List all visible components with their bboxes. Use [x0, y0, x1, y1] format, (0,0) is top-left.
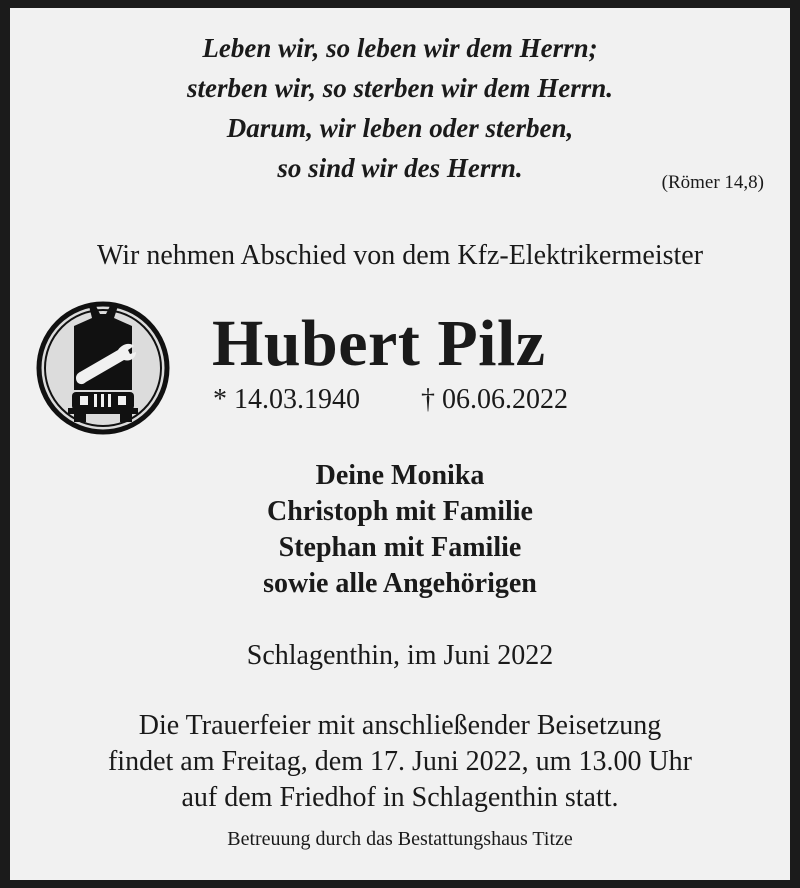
mourner-line: Christoph mit Familie: [267, 496, 533, 527]
mourners-list: [0, 458, 800, 602]
deceased-name: Hubert Pilz: [212, 307, 546, 380]
bible-verse: [0, 28, 800, 188]
verse-line: so sind wir des Herrn.: [277, 153, 523, 183]
mourner-line: sowie alle Angehörigen: [263, 568, 537, 599]
mourner-line: Stephan mit Familie: [278, 532, 522, 563]
verse-line: sterben wir, so sterben wir dem Herrn.: [186, 73, 614, 103]
funeral-line: findet am Freitag, dem 17. Juni 2022, um 13.00 Uhr: [107, 746, 693, 777]
funeral-line: Die Trauerfeier mit anschließender Beisetzung: [138, 710, 662, 741]
verse-line: Leben wir, so leben wir dem Herrn;: [202, 33, 598, 63]
verse-reference: (Römer 14,8): [661, 172, 764, 193]
funeral-line: auf dem Friedhof in Schlagenthin statt.: [181, 782, 619, 813]
kfz-guild-emblem-icon: [34, 298, 172, 438]
undertaker-note: Betreuung durch das Bestattungshaus Titze: [227, 828, 573, 850]
funeral-info: [0, 708, 800, 816]
intro-text: Wir nehmen Abschied von dem Kfz-Elektrikermeister: [96, 240, 704, 271]
place-date: Schlagenthin, im Juni 2022: [246, 640, 554, 671]
birth-date: * 14.03.1940: [213, 384, 360, 415]
verse-line: Darum, wir leben oder sterben,: [226, 113, 574, 143]
mourner-line: Deine Monika: [315, 460, 485, 491]
death-date: † 06.06.2022: [421, 384, 568, 415]
